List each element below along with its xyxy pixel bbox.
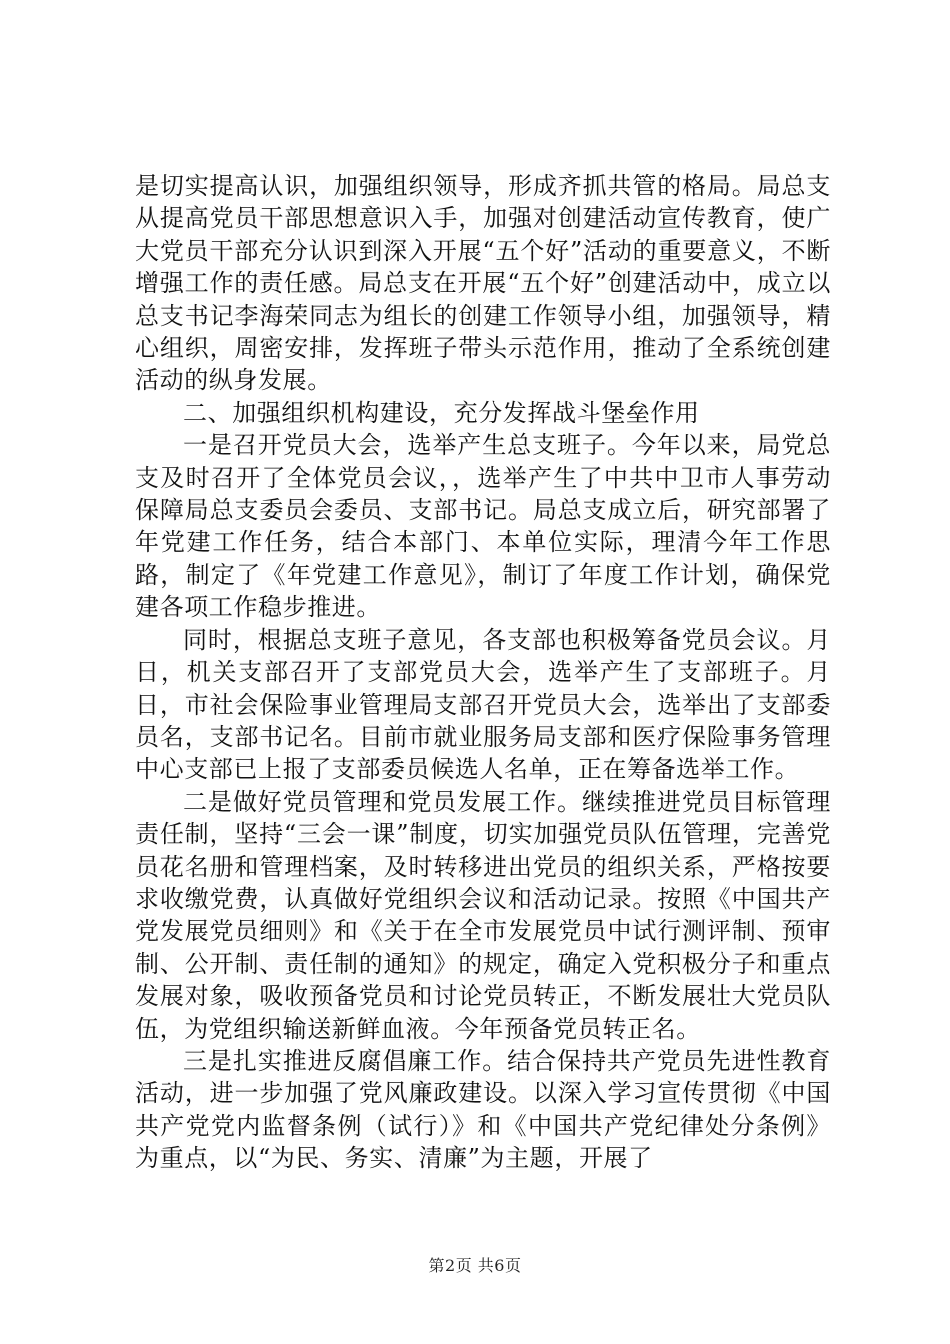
paragraph-branch-meetings: 同时，根据总支班子意见，各支部也积极筹备党员会议。月日，机关支部召开了支部党员大会，选举产生了支部班子。月日，市社会保险事业管理局支部召开党员大会，选举出了支部委员名，支部书记名。目前市就业服务局支部和医疗保险事务管理中心支部已上报了支部委员候选人名单，正在筹备选举工作。 [135,625,831,784]
section-heading: 二、加强组织机构建设，充分发挥战斗堡垒作用 [183,398,700,427]
paragraph-member-management: 二是做好党员管理和党员发展工作。继续推进党员目标管理责任制，坚持“三会一课”制度，切实加强党员队伍管理，完善党员花名册和管理档案，及时转移进出党员的组织关系，严格按要求收缴党费，认真做好党组织会议和活动记录。按照《中国共产党发展党员细则》和《关于在全市发展党员中试行测评制、预审制、公开制、责任制的通知》的规定，确定入党积极分子和重点发展对象，吸收预备党员和讨论党员转正，不断发展壮大党员队伍，为党组织输送新鲜血液。今年预备党员转正名。 [135,787,831,1043]
paragraph-anti-corruption: 三是扎实推进反腐倡廉工作。结合保持共产党员先进性教育活动，进一步加强了党风廉政建设。以深入学习宣传贯彻《中国共产党党内监督条例（试行）》和《中国共产党纪律处分条例》为重点，以“为民、务实、清廉”为主题，开展了 [135,1046,831,1173]
paragraph-party-congress: 一是召开党员大会，选举产生总支班子。今年以来，局党总支及时召开了全体党员会议，，选举产生了中共中卫市人事劳动保障局总支委员会委员、支部书记。局总支成立后，研究部署了年党建工作任务，结合本部门、本单位实际，理清今年工作思路，制定了《年党建工作意见》，制订了年度工作计划，确保党建各项工作稳步推进。 [135,431,831,622]
page-number-footer: 第2页 共6页 [428,1256,522,1275]
paragraph-continuation: 是切实提高认识，加强组织领导，形成齐抓共管的格局。局总支从提高党员干部思想意识入手，加强对创建活动宣传教育，使广大党员干部充分认识到深入开展“五个好”活动的重要意义，不断增强工作的责任感。局总支在开展“五个好”创建活动中，成立以总支书记李海荣同志为组长的创建工作领导小组，加强领导，精心组织，周密安排，发挥班子带头示范作用，推动了全系统创建活动的纵身发展。 [135,172,831,395]
document-body [135,170,831,1175]
